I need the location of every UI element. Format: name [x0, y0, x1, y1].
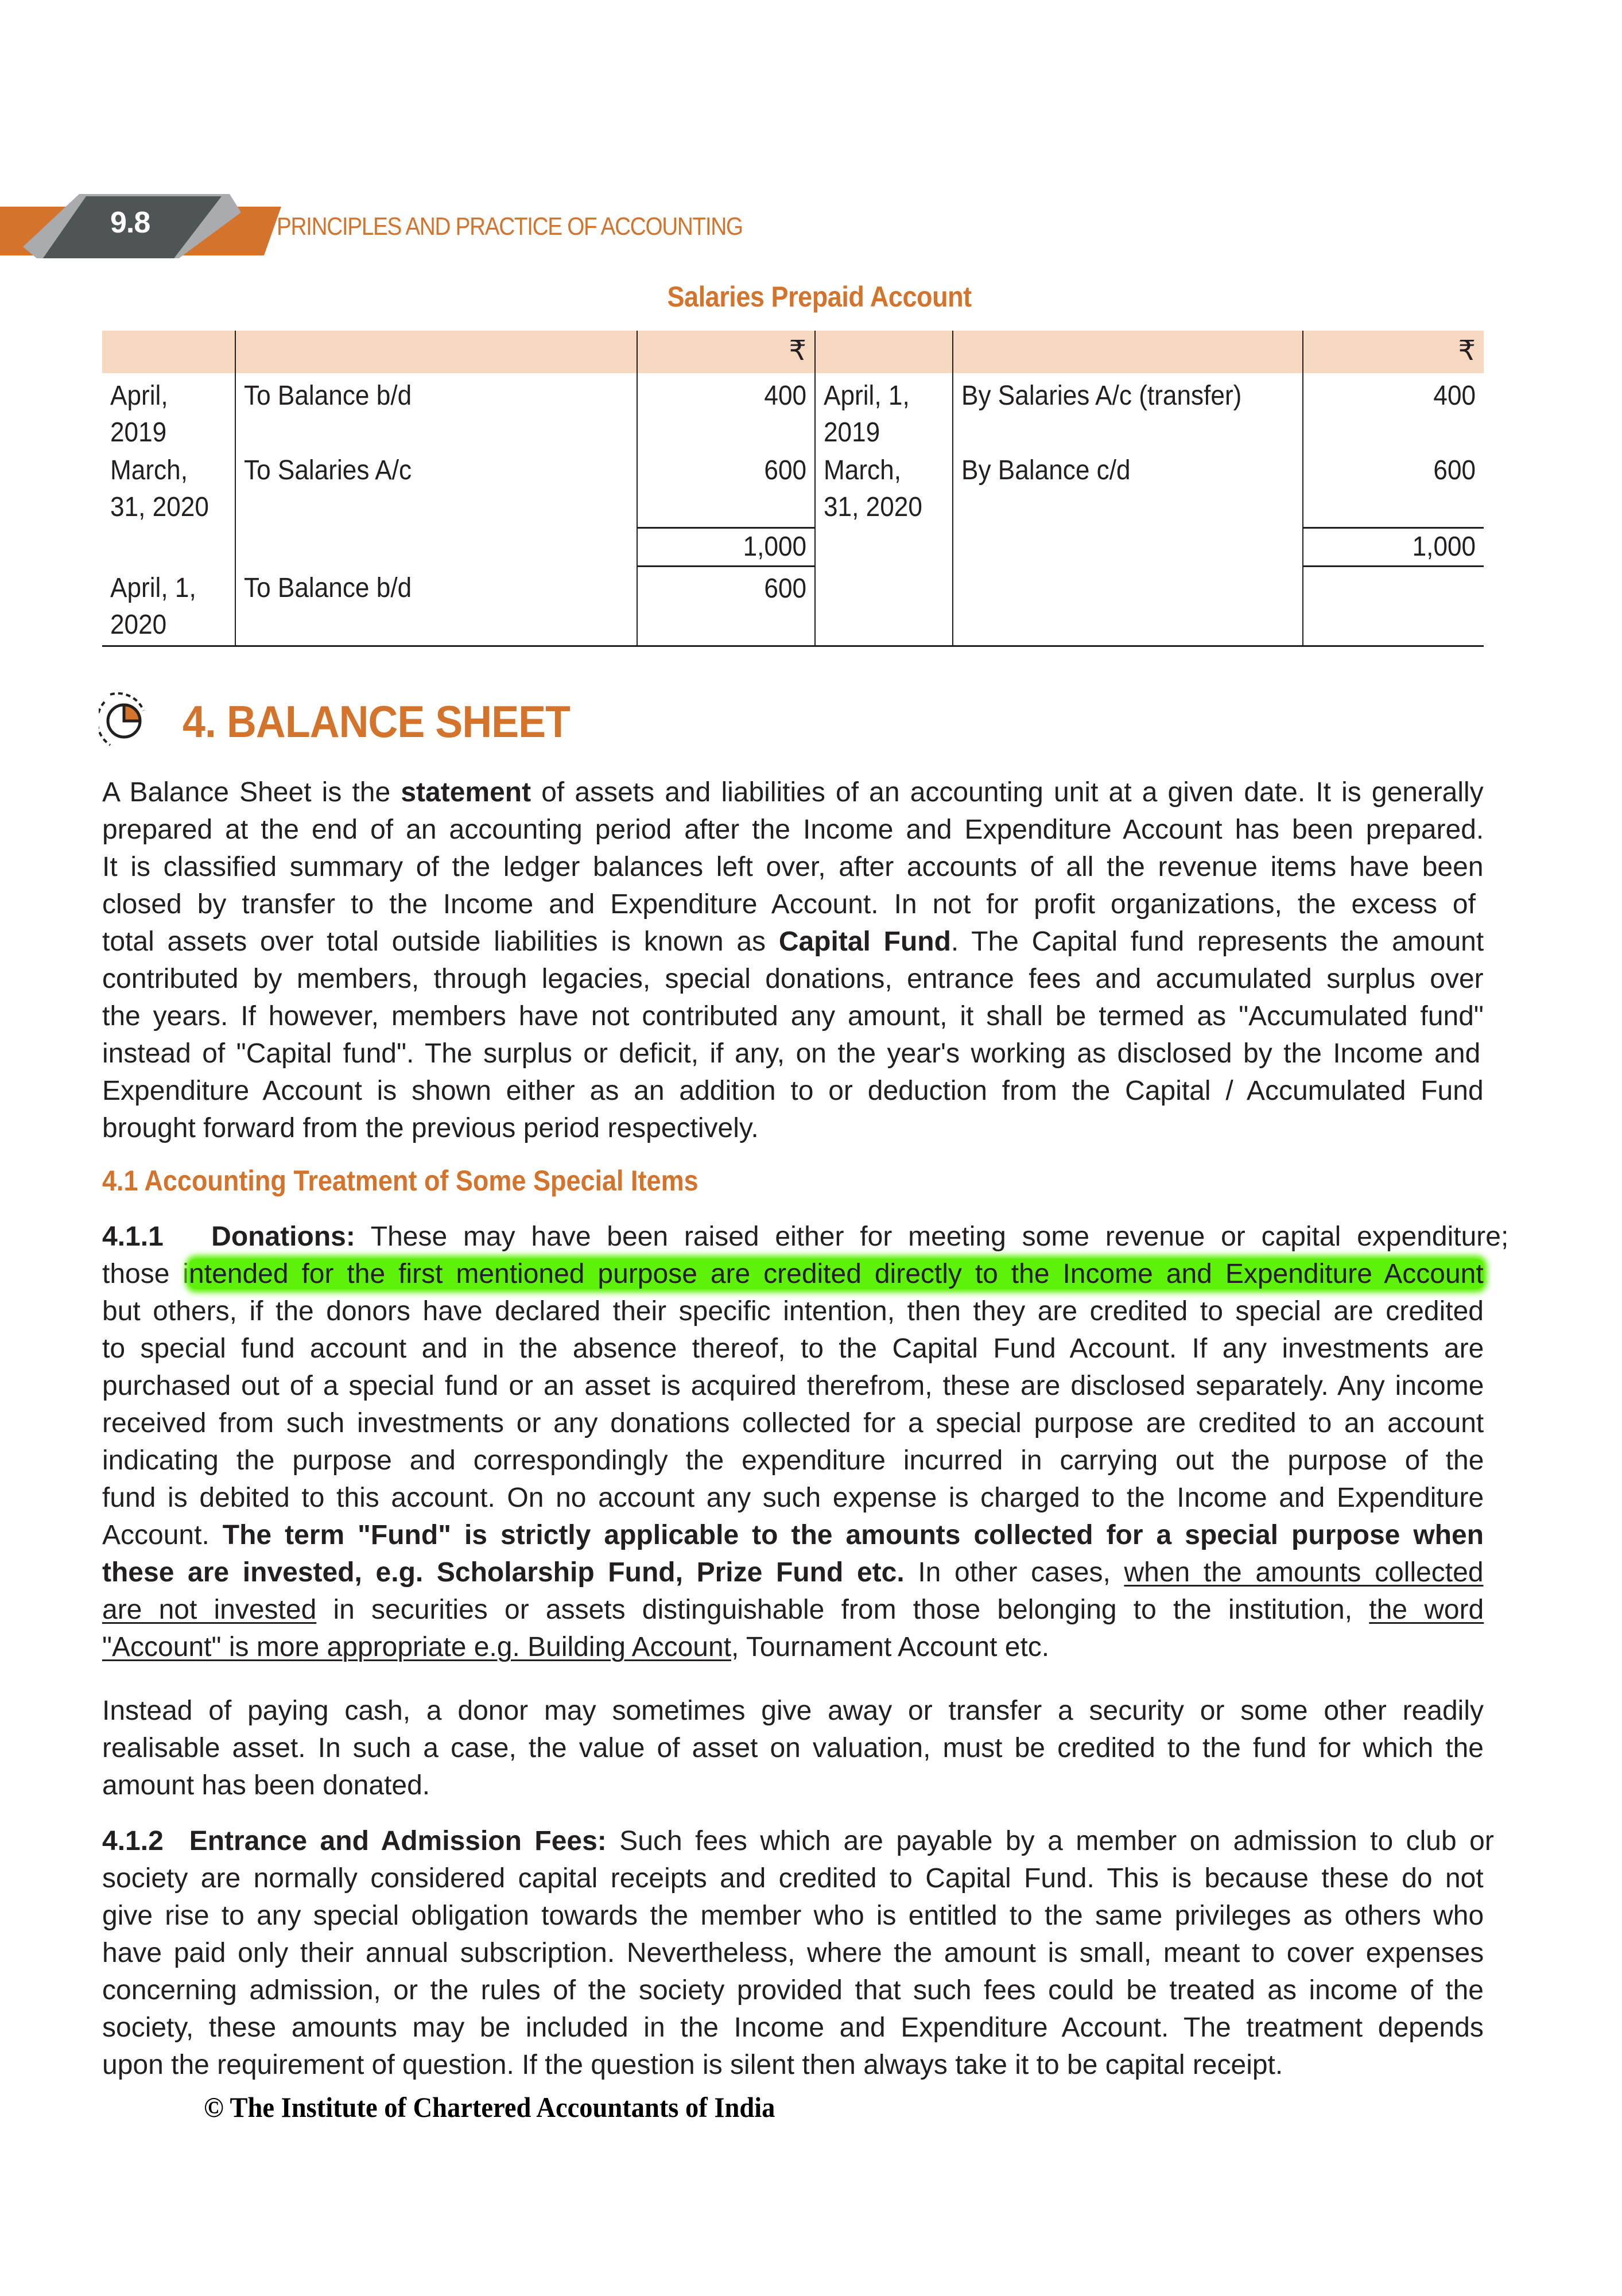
debit-particulars-text: To Balance b/d [244, 572, 412, 603]
underlined-text: "Account" is more appropriate e.g. Building Account [102, 1632, 732, 1662]
text-line: received from such investments or any donations collected for a special purpose are credited to an account [102, 1408, 1484, 1438]
text-line: upon the requirement of question. If the question is silent then always take it to be capital receipt. [102, 2050, 1283, 2080]
debit-particulars [235, 567, 637, 646]
text-line: fund is debited to this account. On no account any such expense is charged to the Income and Expenditure [102, 1483, 1484, 1513]
debit-date [102, 452, 235, 528]
header-date-dr [102, 331, 235, 373]
text-run: in securities or assets distinguishable from those belonging to the institution, [316, 1595, 1369, 1625]
credit-date-line: March, [824, 455, 901, 486]
text-line [102, 1517, 1484, 1554]
text-line: instead of "Capital fund". The surplus or deficit, if any, on the year's working as disclosed by the Income and [102, 1038, 1481, 1069]
header-date-cr [815, 331, 953, 373]
bold-term-statement: statement [401, 777, 531, 808]
text-line: purchased out of a special fund or an asset is acquired therefrom, these are disclosed separately. Any income [102, 1371, 1484, 1401]
credit-particulars-text: By Balance c/d [961, 455, 1131, 486]
text-line: realisable asset. In such a case, the value of asset on valuation, must be credited to the fund for which the [102, 1733, 1484, 1763]
debit-amount-text: 600 [764, 573, 806, 604]
header-amount-cr: ₹ [1303, 331, 1484, 373]
clause-number: 4.1.2 [102, 1826, 164, 1856]
text-run: those i [102, 1259, 189, 1289]
text-run: In other cases, [904, 1557, 1124, 1588]
credit-total [1303, 528, 1484, 567]
underlined-text: the word [1369, 1595, 1484, 1625]
text-line: have paid only their annual subscription. Nevertheless, where the amount is small, meant to cover expenses [102, 1938, 1484, 1968]
debit-date [102, 567, 235, 646]
debit-date-line: 31, 2020 [110, 492, 209, 522]
credit-particulars [953, 373, 1303, 452]
header-particulars-dr [235, 331, 637, 373]
debit-particulars-text: To Salaries A/c [244, 455, 412, 486]
header-particulars-cr [953, 331, 1303, 373]
empty-cell [1303, 567, 1484, 646]
text-line [102, 923, 1484, 960]
copyright-footer: © The Institute of Chartered Accountants of India [204, 2091, 775, 2123]
credit-total-text: 1,000 [1412, 532, 1476, 562]
text-line: but others, if the donors have declared their specific intention, then they are credited to special are credited [102, 1296, 1484, 1327]
ledger-row [102, 567, 1484, 646]
clause-number: 4.1.1 [102, 1221, 164, 1252]
debit-particulars [235, 452, 637, 528]
text-line: prepared at the end of an accounting period after the Income and Expenditure Account has been prepared. [102, 815, 1484, 845]
in-kind-donation-paragraph [102, 1692, 1484, 1804]
credit-particulars [953, 452, 1303, 528]
underlined-text: are not invested [102, 1595, 317, 1625]
credit-amount-text: 400 [1433, 381, 1476, 411]
text-line [102, 1822, 1494, 1860]
ledger-title [0, 280, 1622, 313]
empty-cell [953, 567, 1303, 646]
credit-particulars-text: By Salaries A/c (transfer) [961, 381, 1242, 411]
debit-particulars [235, 373, 637, 452]
text-line: the years. If however, members have not contributed any amount, it shall be termed as "Accumulated fund" [102, 1001, 1484, 1031]
text-line: It is classified summary of the ledger balances left over, after accounts of all the revenue items have been [102, 852, 1484, 882]
empty-cell [235, 528, 637, 567]
text-line: society, these amounts may be included in the Income and Expenditure Account. The treatment depends [102, 2012, 1484, 2043]
credit-date [815, 452, 953, 528]
bold-text: these are invested, e.g. Scholarship Fund, Prize Fund etc. [102, 1557, 905, 1588]
text-line [102, 1591, 1484, 1628]
clause-heading: Entrance and Admission Fees: [189, 1826, 607, 1856]
credit-date [815, 373, 953, 452]
highlighted-text: ntended for the first mentioned purpose are credited directly to the Income and Expenditure Account [189, 1259, 1484, 1289]
debit-date-line: 2020 [110, 609, 167, 640]
bold-text: The term "Fund" is strictly applicable to the amounts collected for a special purpose when [222, 1520, 1484, 1550]
ledger-header-row [102, 331, 1484, 373]
ledger-row [102, 452, 1484, 528]
clause-heading: Donations: [211, 1221, 355, 1252]
empty-cell [102, 528, 235, 567]
text-line: closed by transfer to the Income and Expenditure Account. In not for profit organizations, the excess of [102, 889, 1476, 920]
text-line: concerning admission, or the rules of the society provided that such fees could be treated as income of the [102, 1975, 1484, 2006]
debit-amount-text: 400 [764, 381, 806, 411]
ledger-row [102, 373, 1484, 452]
text-run: Account. [102, 1520, 223, 1550]
debit-total [637, 528, 815, 567]
text-line: society are normally considered capital receipts and credited to Capital Fund. This is because these do not [102, 1863, 1484, 1894]
debit-date-line: March, [110, 455, 188, 486]
text-run: . The Capital fund represents the amount [950, 926, 1484, 957]
debit-amount [637, 452, 815, 528]
book-title: PRINCIPLES AND PRACTICE OF ACCOUNTING [277, 212, 743, 241]
text-run: of assets and liabilities of an accounting unit at a given date. It is generally [531, 777, 1484, 808]
ledger-title-text: Salaries Prepaid Account [667, 281, 972, 313]
ledger-total-row [102, 528, 1484, 567]
salaries-prepaid-ledger [102, 331, 1484, 647]
text-line: to special fund account and in the absence thereof, to the Capital Fund Account. If any investments are [102, 1333, 1484, 1364]
debit-amount [637, 567, 815, 646]
empty-cell [953, 528, 1303, 567]
debit-date [102, 373, 235, 452]
text-line: Expenditure Account is shown either as an addition to or deduction from the Capital / Accumulated Fund [102, 1076, 1484, 1106]
debit-date-line: 2019 [110, 417, 167, 448]
credit-amount-text: 600 [1433, 455, 1476, 486]
page-number: 9.8 [110, 206, 150, 239]
debit-date-line: April, [110, 381, 168, 411]
text-run: A Balance Sheet is the [102, 777, 401, 808]
header-amount-dr: ₹ [637, 331, 815, 373]
debit-total-text: 1,000 [743, 532, 806, 562]
text-line [102, 774, 1484, 811]
credit-date-line: 2019 [824, 417, 880, 448]
text-line: indicating the purpose and correspondingly the expenditure incurred in carrying out the purpose of the [102, 1445, 1484, 1476]
text-line: contributed by members, through legacies, special donations, entrance fees and accumulated surplus over [102, 964, 1484, 994]
balance-sheet-paragraph [102, 774, 1484, 1147]
text-line: give rise to any special obligation towards the member who is entitled to the same privileges as others who [102, 1901, 1484, 1931]
credit-date-line: April, 1, [824, 381, 910, 411]
debit-amount-text: 600 [764, 455, 806, 486]
subsection-title: 4.1 Accounting Treatment of Some Special Items [102, 1165, 699, 1197]
text-line: Instead of paying cash, a donor may sometimes give away or transfer a security or some other readily [102, 1696, 1484, 1726]
text-line [102, 1628, 1484, 1666]
empty-cell [815, 567, 953, 646]
pie-chart-clock-icon [99, 688, 145, 751]
text-run: Such fees which are payable by a member on admission to club or [606, 1826, 1494, 1856]
text-line [102, 1255, 1484, 1293]
donations-paragraph [102, 1218, 1509, 1666]
text-run: total assets over total outside liabilities is known as [102, 926, 779, 957]
entrance-fees-paragraph [102, 1822, 1494, 2084]
text-run: , Tournament Account etc. [731, 1632, 1050, 1662]
credit-amount [1303, 452, 1484, 528]
empty-cell [815, 528, 953, 567]
debit-amount [637, 373, 815, 452]
underlined-text: when the amounts collected [1124, 1557, 1484, 1588]
text-run: These may have been raised either for meeting some revenue or capital expenditure; [355, 1221, 1509, 1252]
text-line: brought forward from the previous period respectively. [102, 1113, 759, 1143]
debit-date-line: April, 1, [110, 572, 196, 603]
bold-term-capital-fund: Capital Fund [778, 926, 951, 957]
credit-date-line: 31, 2020 [824, 492, 922, 522]
text-line [102, 1554, 1484, 1591]
debit-particulars-text: To Balance b/d [244, 381, 412, 411]
text-line [102, 1218, 1509, 1255]
credit-amount [1303, 373, 1484, 452]
section-title: 4. BALANCE SHEET [183, 696, 571, 747]
text-line: amount has been donated. [102, 1770, 430, 1801]
